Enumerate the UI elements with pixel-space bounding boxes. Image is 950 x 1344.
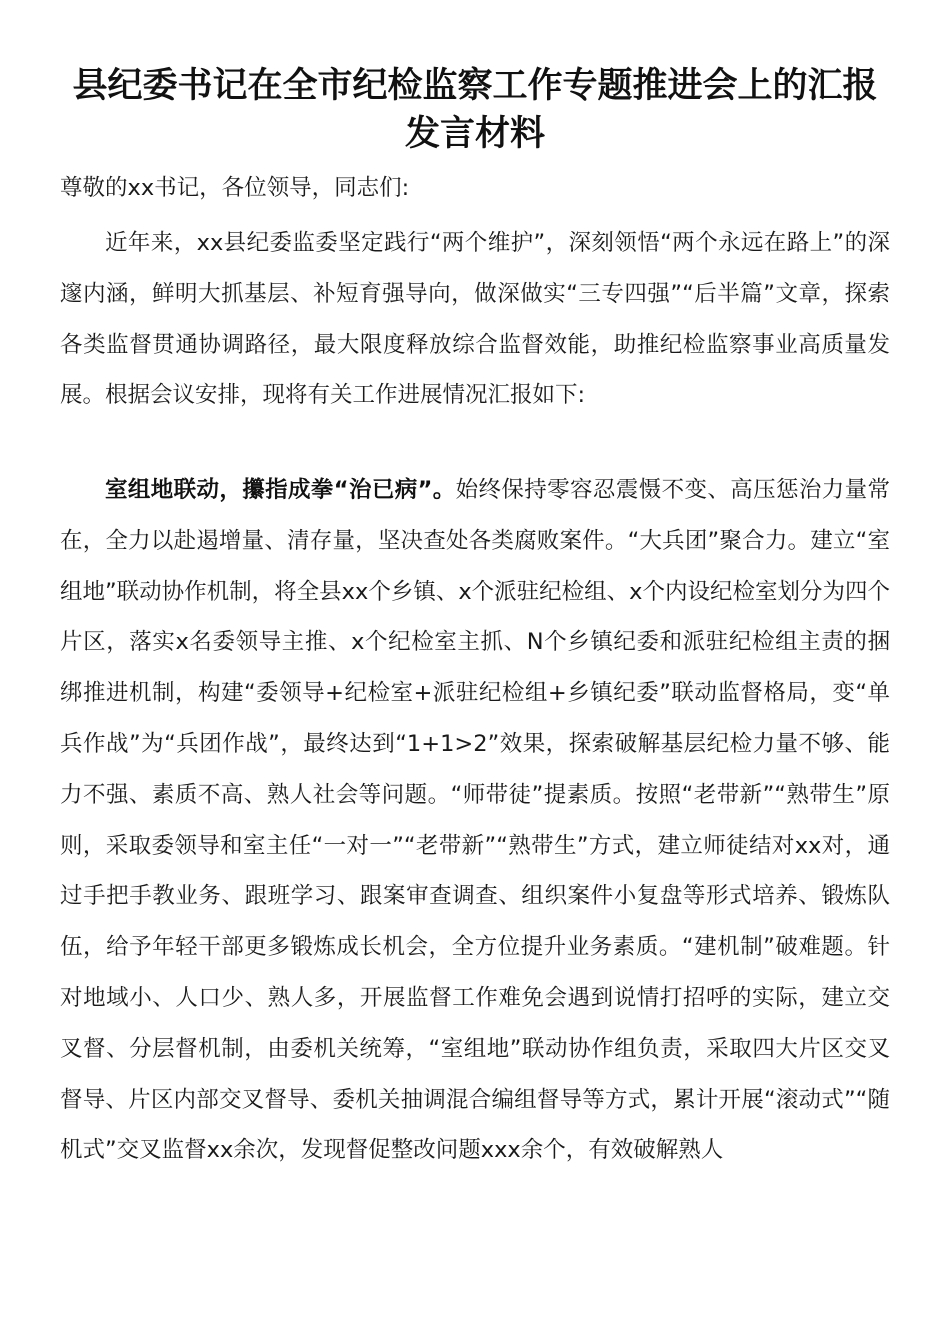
section-body: 始终保持零容忍震慑不变、高压惩治力量常在，全力以赴遏增量、清存量，坚决查处各类腐败案件。“大兵团”聚合力。建立“室组地”联动协作机制，将全县xx个乡镇、x个派驻纪检组、x个内设纪检室划分为四个片区，落实x名委领导主推、x个纪检室主抓、N个乡镇纪委和派驻纪检组主责的捆绑推进机制，构建“委领导+纪检室+派驻纪检组+乡镇纪委”联动监督格局，变“单兵作战”为“兵团作战”，最终达到“1+1>2”效果，探索破解基层纪检力量不够、能力不强、素质不高、熟人社会等问题。“师带徒”提素质。按照“老带新”“熟带生”原则，采取委领导和室主任“一对一”“老带新”“熟带生”方式，建立师徒结对xx对，通过手把手教业务、跟班学习、跟案审查调查、组织案件小复盘等形式培养、锻炼队伍，给予年轻干部更多锻炼成长机会，全方位提升业务素质。“建机制”破难题。针对地域小、人口少、熟人多，开展监督工作难免会遇到说情打招呼的实际，建立交叉督、分层督机制，由委机关统筹，“室组地”联动协作组负责，采取四大片区交叉督导、片区内部交叉督导、委机关抽调混合编组督导等方式，累计开展“滚动式”“随机式”交叉监督xx余次，发现督促整改问题xxx余个，有效破解熟人: [60, 477, 890, 1164]
salutation: 尊敬的xx书记，各位领导，同志们:: [60, 175, 410, 201]
document-title-line-2: 发言材料: [404, 113, 545, 154]
document-title-line-1: 县纪委书记在全市纪检监察工作专题推进会上的汇报: [72, 65, 878, 106]
section-heading: 室组地联动，攥指成拳“治已病”。: [105, 477, 456, 503]
paragraph-section-1: [60, 465, 890, 1176]
paragraph-introduction: 近年来，xx县纪委监委坚定践行“两个维护”，深刻领悟“两个永远在路上”的深邃内涵，鲜明大抓基层、补短育强导向，做深做实“三专四强”“后半篇”文章，探索各类监督贯通协调路径，最大限度释放综合监督效能，助推纪检监察事业高质量发展。根据会议安排，现将有关工作进展情况汇报如下:: [60, 230, 890, 409]
